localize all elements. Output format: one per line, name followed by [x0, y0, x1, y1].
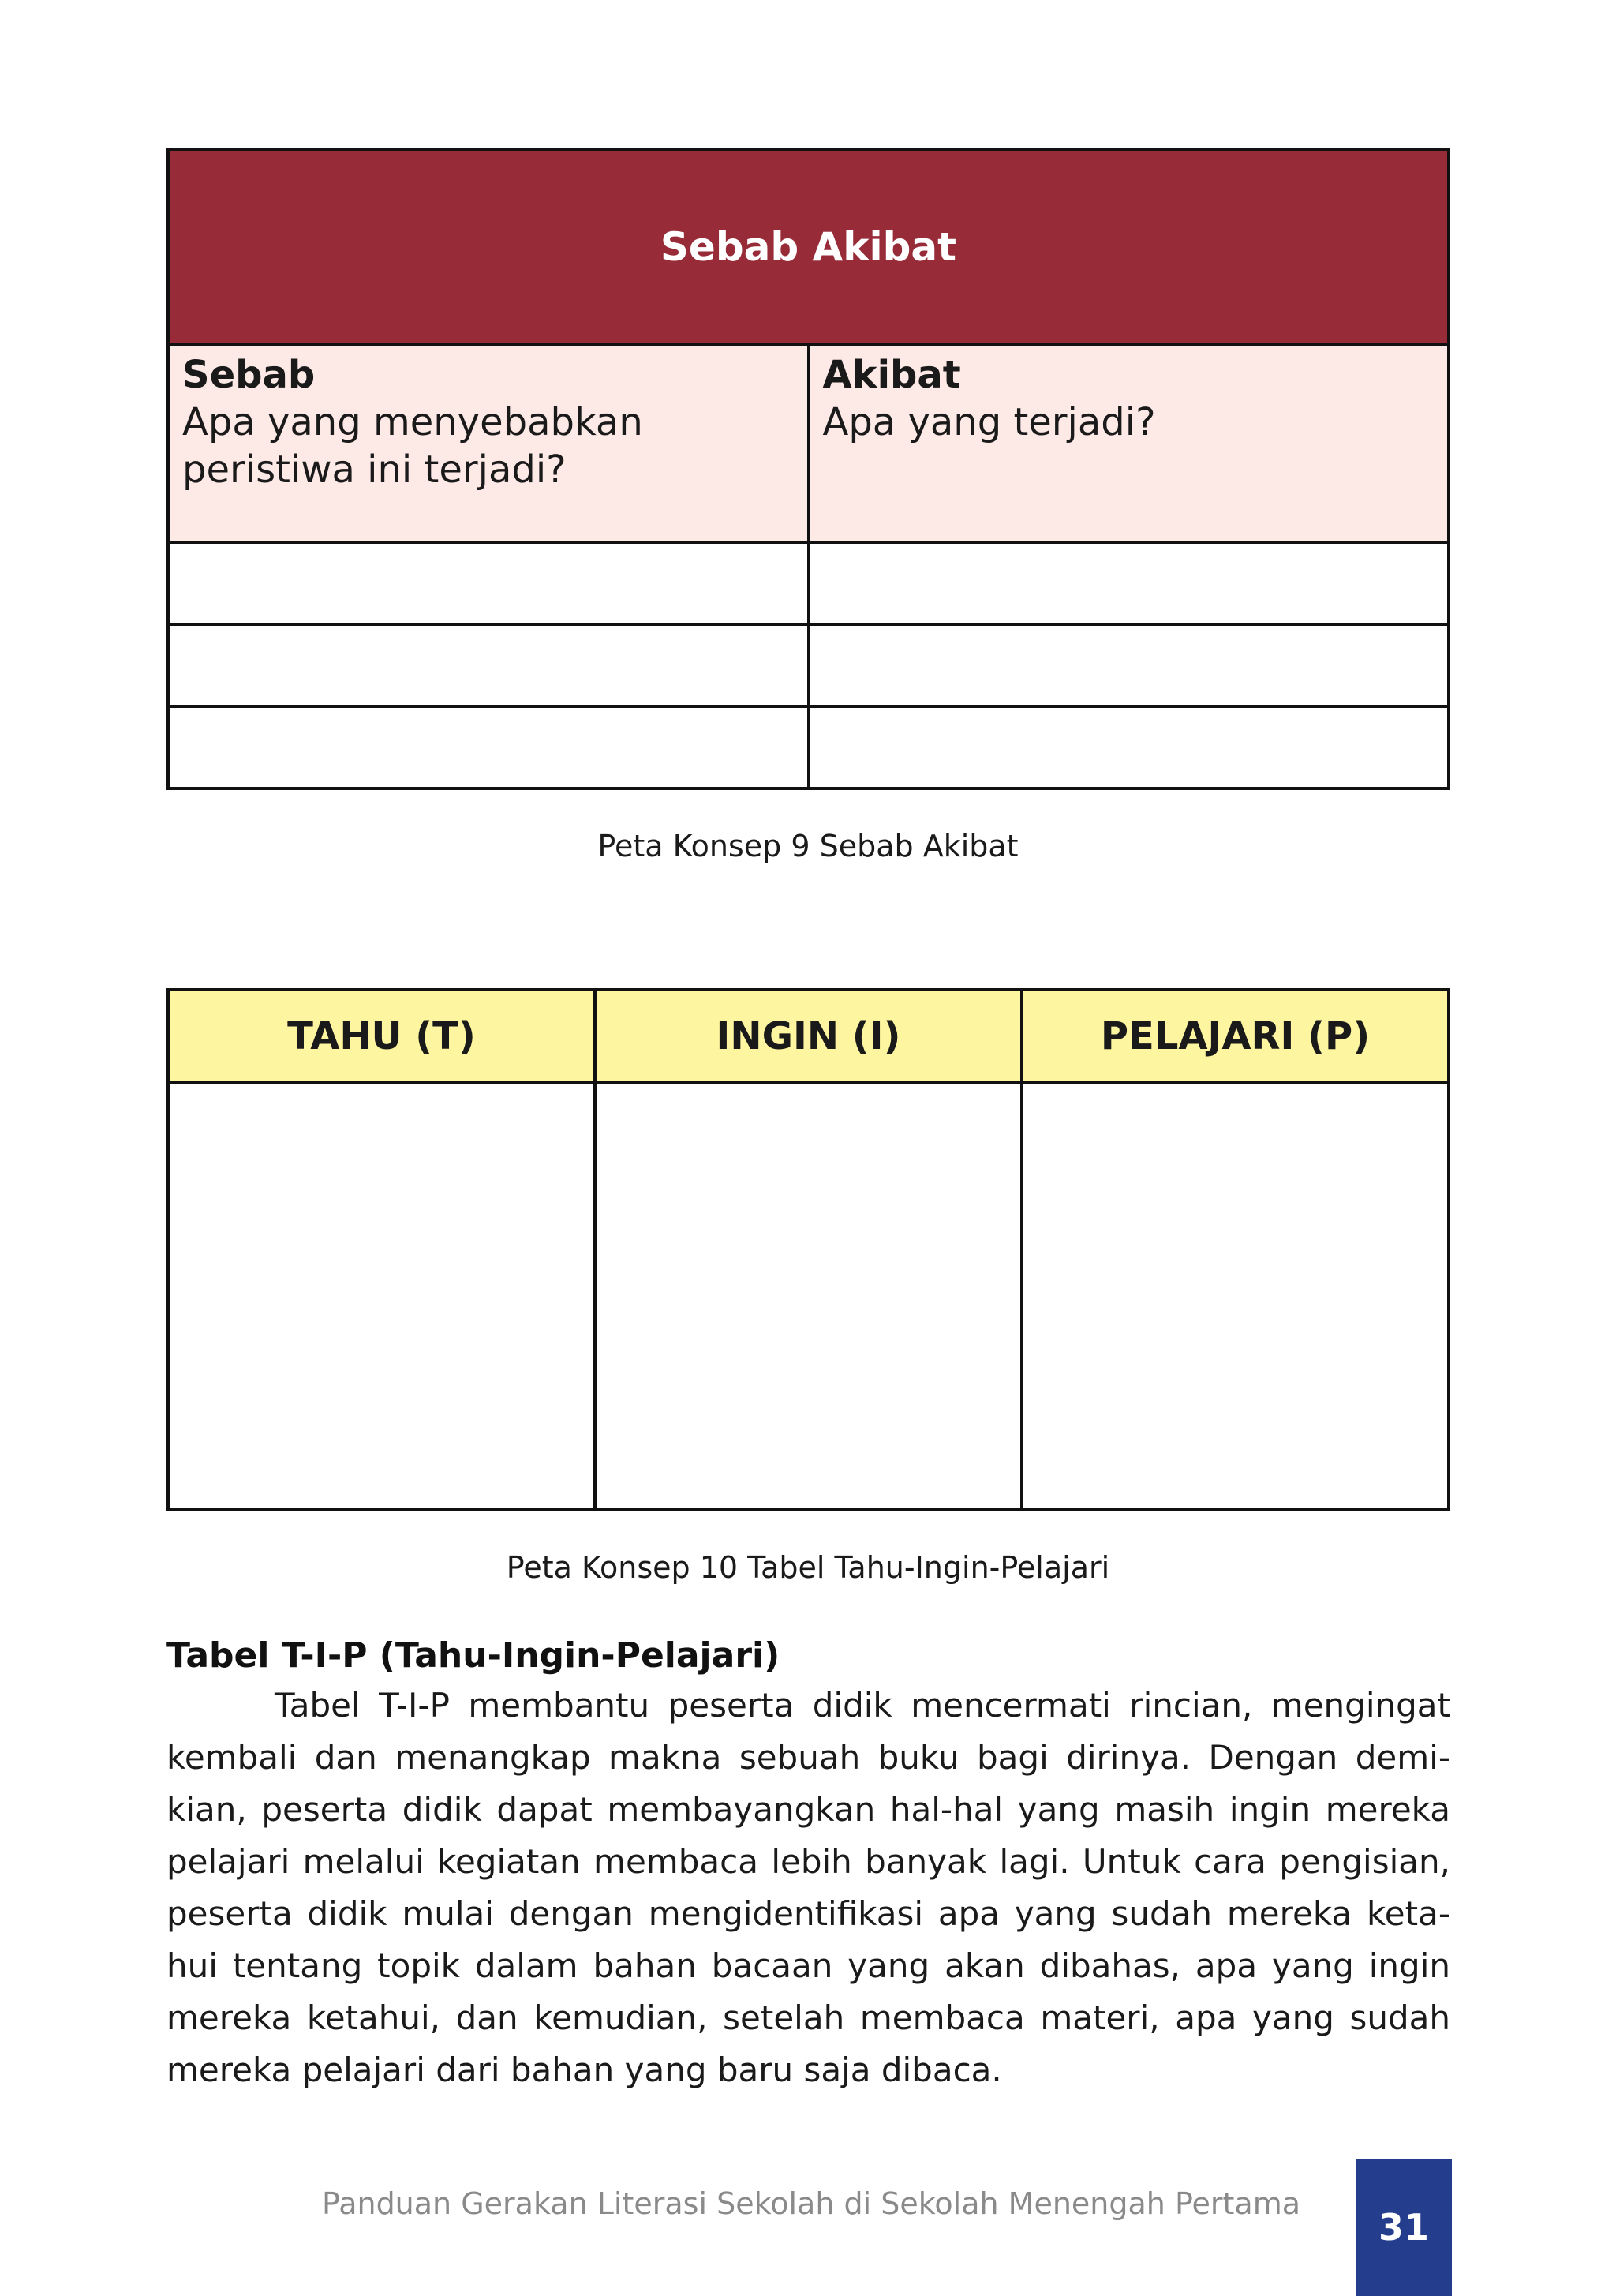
cause-cell	[168, 624, 809, 706]
cause-header-cell	[168, 345, 809, 542]
page-number-badge	[1356, 2159, 1452, 2296]
tip-header-ingin: INGIN (I)	[595, 990, 1022, 1083]
cause-effect-table	[166, 148, 1450, 790]
section-paragraph: Tabel T-I-P membantu peserta didik mencermati rincian, mengingat kembali dan menangkap makna sebuah buku bagi dirinya. Dengan demi- kian, peserta didik dapat membayangkan hal-hal yang masih ingin mereka pelajari melalui kegiatan membaca lebih banyak lagi. Untuk cara pengisian, peserta didik mulai dengan mengidentifikasi apa yang sudah mereka keta- hui tentang topik dalam bahan bacaan yang akan dibahas, apa yang ingin mereka ketahui, dan kemudian, setelah membaca materi, apa yang sudah mereka pelajari dari bahan yang baru saja dibaca.	[166, 1686, 1450, 2089]
page-number: 31	[1378, 2206, 1429, 2249]
table-row	[168, 706, 1449, 788]
cause-cell	[168, 542, 809, 624]
effect-question: Apa yang terjadi?	[822, 400, 1156, 444]
caption-concept-map-9: Peta Konsep 9 Sebab Akibat	[597, 829, 1019, 863]
tip-cell-ingin	[595, 1083, 1022, 1509]
tip-table	[166, 988, 1450, 1511]
tip-header-pelajari: PELAJARI (P)	[1022, 990, 1449, 1083]
caption-concept-map-10: Peta Konsep 10 Tabel Tahu-Ingin-Pelajari	[506, 1550, 1110, 1585]
table-row	[168, 542, 1449, 624]
table-row	[168, 1083, 1449, 1509]
cause-label: Sebab	[182, 353, 316, 397]
effect-cell	[809, 706, 1450, 788]
table-row	[168, 624, 1449, 706]
effect-header-cell	[809, 345, 1450, 542]
cause-question: Apa yang menyebabkan peristiwa ini terjadi?	[182, 400, 643, 492]
cause-effect-title: Sebab Akibat	[168, 149, 1449, 345]
effect-cell	[809, 624, 1450, 706]
tip-cell-pelajari	[1022, 1083, 1449, 1509]
effect-label: Akibat	[822, 353, 961, 397]
footer-book-title: Panduan Gerakan Literasi Sekolah di Sekolah Menengah Pertama	[321, 2186, 1300, 2221]
cause-cell	[168, 706, 809, 788]
effect-cell	[809, 542, 1450, 624]
tip-cell-tahu	[168, 1083, 595, 1509]
section-heading: Tabel T-I-P (Tahu-Ingin-Pelajari)	[166, 1635, 780, 1676]
tip-header-tahu: TAHU (T)	[168, 990, 595, 1083]
